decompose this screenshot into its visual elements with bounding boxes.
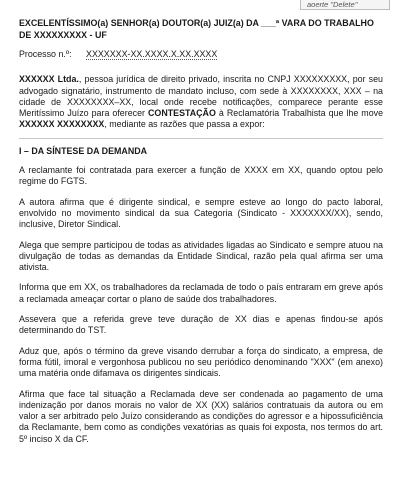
paragraph-7: Afirma que face tal situação a Reclamada deve ser condenada ao pagamento de uma indenização por danos morais no valor de XX (XX) salários contratuais da autora ou em valor a ser arbitrado pelo Juízo considerando as condições do agressor e a hipossuficiência da Reclamante, bem como as condições vexatórias as quais foi exposta, nos termos do art. 5º inciso X da CF.: [19, 388, 383, 444]
process-line: [19, 49, 383, 60]
intro-text-1: , pessoa jurídica de direito privado, inscrita no CNPJ XXXXXXXXX, por seu advogado signatário, instrumento de mandato incluso, com sede à XXXXXXXX, XXX – na cidade de XXXXXXXX–XX, local onde recebe notificações, comparece perante esse Meritíssimo Juízo para oferecer: [19, 74, 383, 119]
paragraph-3: Alega que sempre participou de todas as atividades ligadas ao Sindicato e sempre atuou na divulgação de todas as demandas da Entidade Sindical, razão pela qual afirma ser uma ativista.: [19, 239, 383, 273]
company-name: XXXXXX Ltda.: [19, 74, 79, 85]
section-divider: [19, 138, 383, 139]
section-title: I – DA SÍNTESE DA DEMANDA: [19, 145, 148, 156]
paragraph-1: A reclamante foi contratada para exercer a função de XXXX em XX, quando optou pelo regime do FGTS.: [19, 165, 383, 187]
intro-paragraph: [19, 74, 383, 130]
paragraph-4: Informa que em XX, os trabalhadores da reclamada de todo o país entraram em greve após a reclamada ameaçar cortar o plano de saúde dos trabalhadores.: [19, 282, 383, 304]
process-number: XXXXXXX-XX.XXXX.X.XX.XXXX: [86, 49, 218, 59]
delete-tooltip: aoerte "Delete": [300, 0, 390, 10]
paragraph-5: Assevera que a referida greve teve duração de XX dias e apenas findou-se após determinando do TST.: [19, 314, 383, 336]
contestacao-label: CONTESTAÇÃO: [148, 108, 216, 119]
process-label: Processo n.º:: [19, 49, 72, 59]
paragraph-2: A autora afirma que é dirigente sindical, e sempre esteve ao longo do pacto laboral, envolvido no movimento sindical da sua Categoria (Sindicato - XXXXXXX/XX), sendo, inclusive, Diretor Sindical.: [19, 196, 383, 230]
intro-text-3: , mediante as razões que passa a expor:: [104, 119, 265, 130]
paragraph-6: Aduz que, após o término da greve visando derrubar a força do sindicato, a empresa, de forma fútil, imoral e vergonhosa publicou no seu periódico denominando "XXX" (em anexo) uma matéria onde difamava os dirigentes sindicais.: [19, 345, 383, 379]
claimant-name: XXXXXX XXXXXXXX: [19, 119, 105, 130]
intro-text-2: à Reclamatória Trabalhista que lhe move: [215, 108, 384, 119]
court-heading: EXCELENTÍSSIMO(a) SENHOR(a) DOUTOR(a) JUIZ(a) DA ___ª VARA DO TRABALHO DE XXXXXXXXX - UF: [19, 18, 374, 40]
